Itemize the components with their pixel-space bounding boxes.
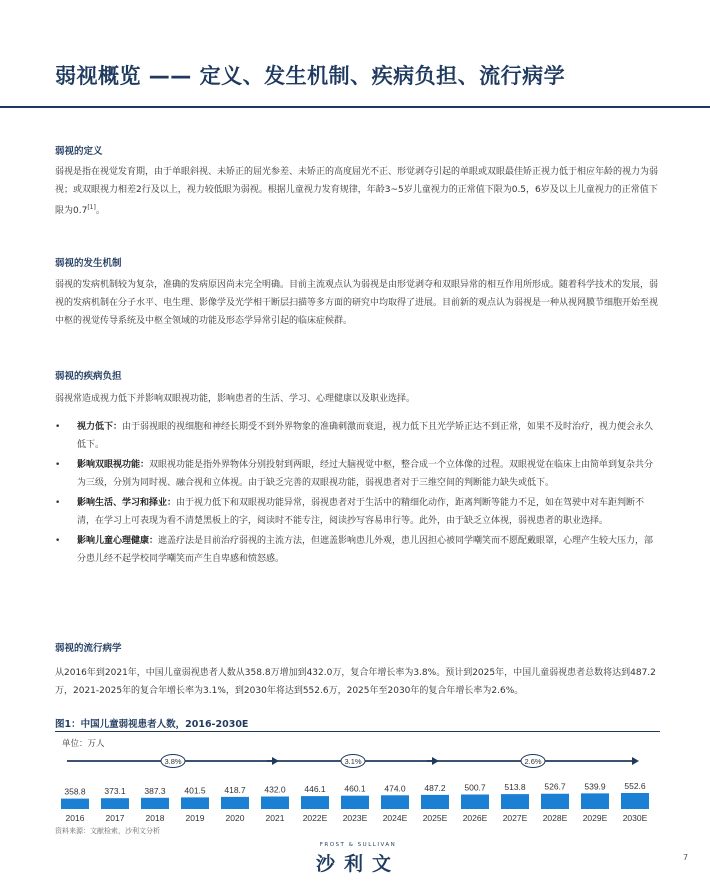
definition-end: 。 [95, 206, 105, 216]
definition-text: 弱视是指在视觉发育期，由于单眼斜视、未矫正的屈光参差、未矫正的高度屈光不正、形觉剥夺引起的单眼或双眼最佳矫正视力低于相应年龄的视力为弱视；或双眼视力相差2行及以上，视力较低眼为弱视。根据儿童视力发育规律，年龄3~5岁儿童视力的正常值下限为0.5，6岁及以上儿童视力的正常值下限为0.7 [55, 167, 659, 216]
mechanism-heading: 弱视的发生机制 [55, 258, 122, 269]
bar-value-label: 552.6 [624, 781, 646, 791]
epidemiology-paragraph: 从2016年到2021年，中国儿童弱视患者人数从358.8万增加到432.0万，复合年增长率为3.8%。预计到2025年，中国儿童弱视患者总数将达到487.2万，2021-2025年的复合年增长率为3.1%，到2030年将达到552.6万，2025年至2030年的复合年增长率为2.6%。 [55, 668, 656, 696]
chart-bar [541, 794, 569, 809]
bullet-text: 遮盖疗法是目前治疗弱视的主流方法，但遮盖影响患儿外观，患儿因担心被同学嘲笑而不愿配戴眼罩，心理产生较大压力，部分患儿经不起学校同学嘲笑而产生自卑感和愤怒感。 [77, 536, 654, 564]
frost-sullivan-logo [288, 842, 428, 876]
cagr-label: 3.1% [344, 757, 362, 766]
category-tick-label: 2016 [65, 813, 85, 823]
category-tick-label: 2026E [462, 813, 488, 823]
definition-paragraph [55, 163, 660, 220]
chart-bar [381, 795, 409, 809]
figure-title-divider [55, 731, 660, 732]
bar-value-label: 526.7 [544, 781, 566, 792]
title-divider [0, 106, 710, 108]
bullet-item-life [55, 494, 660, 530]
bullet-title: 影响生活、学习和择业： [77, 498, 177, 508]
bar-value-label: 500.7 [464, 782, 486, 793]
bullet-title: 影响双眼视功能： [77, 460, 150, 470]
page-number: 7 [683, 853, 689, 862]
chart-bar [621, 793, 649, 809]
chart-bar [261, 796, 289, 809]
bar-value-label: 387.3 [144, 785, 166, 796]
category-tick-label: 2030E [622, 813, 648, 823]
bullet-title: 影响儿童心理健康： [77, 536, 159, 546]
category-tick-label: 2029E [582, 813, 608, 823]
definition-heading: 弱视的定义 [55, 146, 103, 157]
bullet-text: 由于视力低下和双眼视功能异常，弱视患者对于生活中的精细化动作，距离判断等能力不足，如在驾驶中对车距判断不清，在学习上可表现为看不清楚黑板上的字，阅读时不能专注，阅读抄写容易串行等。此外，由于缺乏立体视，弱视患者的职业选择。 [77, 498, 645, 526]
bullet-item-psychology [55, 532, 660, 568]
logo-chinese-text: 沙利文 [315, 853, 400, 875]
bar-value-label: 513.8 [504, 782, 526, 793]
chart-bar [221, 797, 249, 809]
reference-marker[interactable]: [1] [87, 204, 96, 211]
page-title: 弱视概览 —— 定义、发生机制、疾病负担、流行病学 [55, 64, 566, 88]
mechanism-paragraph: 弱视的发病机制较为复杂，准确的发病原因尚未完全明确。目前主流观点认为弱视是由形觉剥夺和双眼异常的相互作用所形成。随着科学技术的发展，弱视的发病机制在分子水平、电生理、影像学及光学相干断层扫描等多方面的研究中均取得了进展。目前新的观点认为弱视是一种从视网膜节细胞开始至视中枢的视觉传导系统及中枢全领域的功能及形态学异常引起的临床症候群。 [55, 280, 659, 326]
epidemiology-heading: 弱视的流行病学 [55, 643, 122, 654]
figure-title: 图1：中国儿童弱视患者人数，2016-2030E [55, 719, 249, 730]
chart-bar [501, 794, 529, 809]
bar-value-label: 418.7 [224, 784, 246, 795]
bullet-item-binocular [55, 456, 660, 492]
chart-bar [101, 798, 129, 809]
patient-count-bar-chart [55, 745, 660, 825]
source-note: 资料来源：文献检索，沙利文分析 [55, 827, 160, 835]
bullet-text: 双眼视功能是指外界物体分别投射到两眼，经过大脑视觉中枢，整合成一个立体像的过程。双眼视觉在临床上由简单到复杂共分为三级，分别为同时视、融合视和立体视。由于缺乏完善的双眼视功能，弱视患者对于三维空间的判断能力缺失或低下。 [77, 460, 654, 488]
bar-value-label: 373.1 [104, 786, 126, 797]
chart-bar [581, 793, 609, 809]
bar-value-label: 446.1 [304, 784, 326, 795]
burden-bullet-list [55, 418, 660, 570]
bar-value-label: 432.0 [264, 784, 286, 795]
chart-unit-label: 单位：万人 [62, 739, 105, 749]
bar-value-label: 460.1 [344, 783, 366, 794]
burden-intro: 弱视常造成视力低下并影响双眼视功能，影响患者的生活、学习、心理健康以及职业选择。 [55, 394, 416, 404]
bar-value-label: 474.0 [384, 783, 406, 794]
category-tick-label: 2019 [185, 813, 205, 823]
cagr-label: 2.6% [524, 757, 542, 766]
chart-bar [61, 799, 89, 809]
category-tick-label: 2023E [342, 813, 368, 823]
cagr-label: 3.8% [164, 757, 182, 766]
bar-value-label: 401.5 [184, 785, 206, 796]
cagr-arrow-head [632, 757, 639, 765]
chart-bar [461, 795, 489, 809]
bullet-dot: • [55, 498, 61, 508]
category-tick-label: 2017 [105, 813, 125, 823]
burden-heading: 弱视的疾病负担 [55, 371, 122, 382]
bullet-dot: • [55, 536, 61, 546]
category-tick-label: 2021 [265, 813, 285, 823]
bullet-item-vision [55, 418, 660, 454]
bar-value-label: 487.2 [424, 782, 446, 793]
chart-bar [181, 797, 209, 809]
logo-english-text: FROST & SULLIVAN [319, 842, 397, 848]
bullet-text: 由于弱视眼的视细胞和神经长期受不到外界物象的准确刺激而衰退，视力低下且光学矫正达不到正常，如果不及时治疗，视力便会永久低下。 [77, 422, 654, 450]
category-tick-label: 2024E [382, 813, 408, 823]
category-tick-label: 2025E [422, 813, 448, 823]
bar-value-label: 539.9 [584, 781, 606, 792]
chart-bar [341, 796, 369, 809]
bar-value-label: 358.8 [64, 786, 86, 797]
bullet-dot: • [55, 460, 61, 470]
category-tick-label: 2027E [502, 813, 528, 823]
category-tick-label: 2022E [302, 813, 328, 823]
bullet-dot: • [55, 422, 61, 432]
chart-bar [141, 798, 169, 809]
chart-bar [421, 795, 449, 809]
bullet-title: 视力低下： [77, 422, 123, 432]
category-tick-label: 2028E [542, 813, 568, 823]
chart-bar [301, 796, 329, 809]
category-tick-label: 2018 [145, 813, 165, 823]
category-tick-label: 2020 [225, 813, 245, 823]
